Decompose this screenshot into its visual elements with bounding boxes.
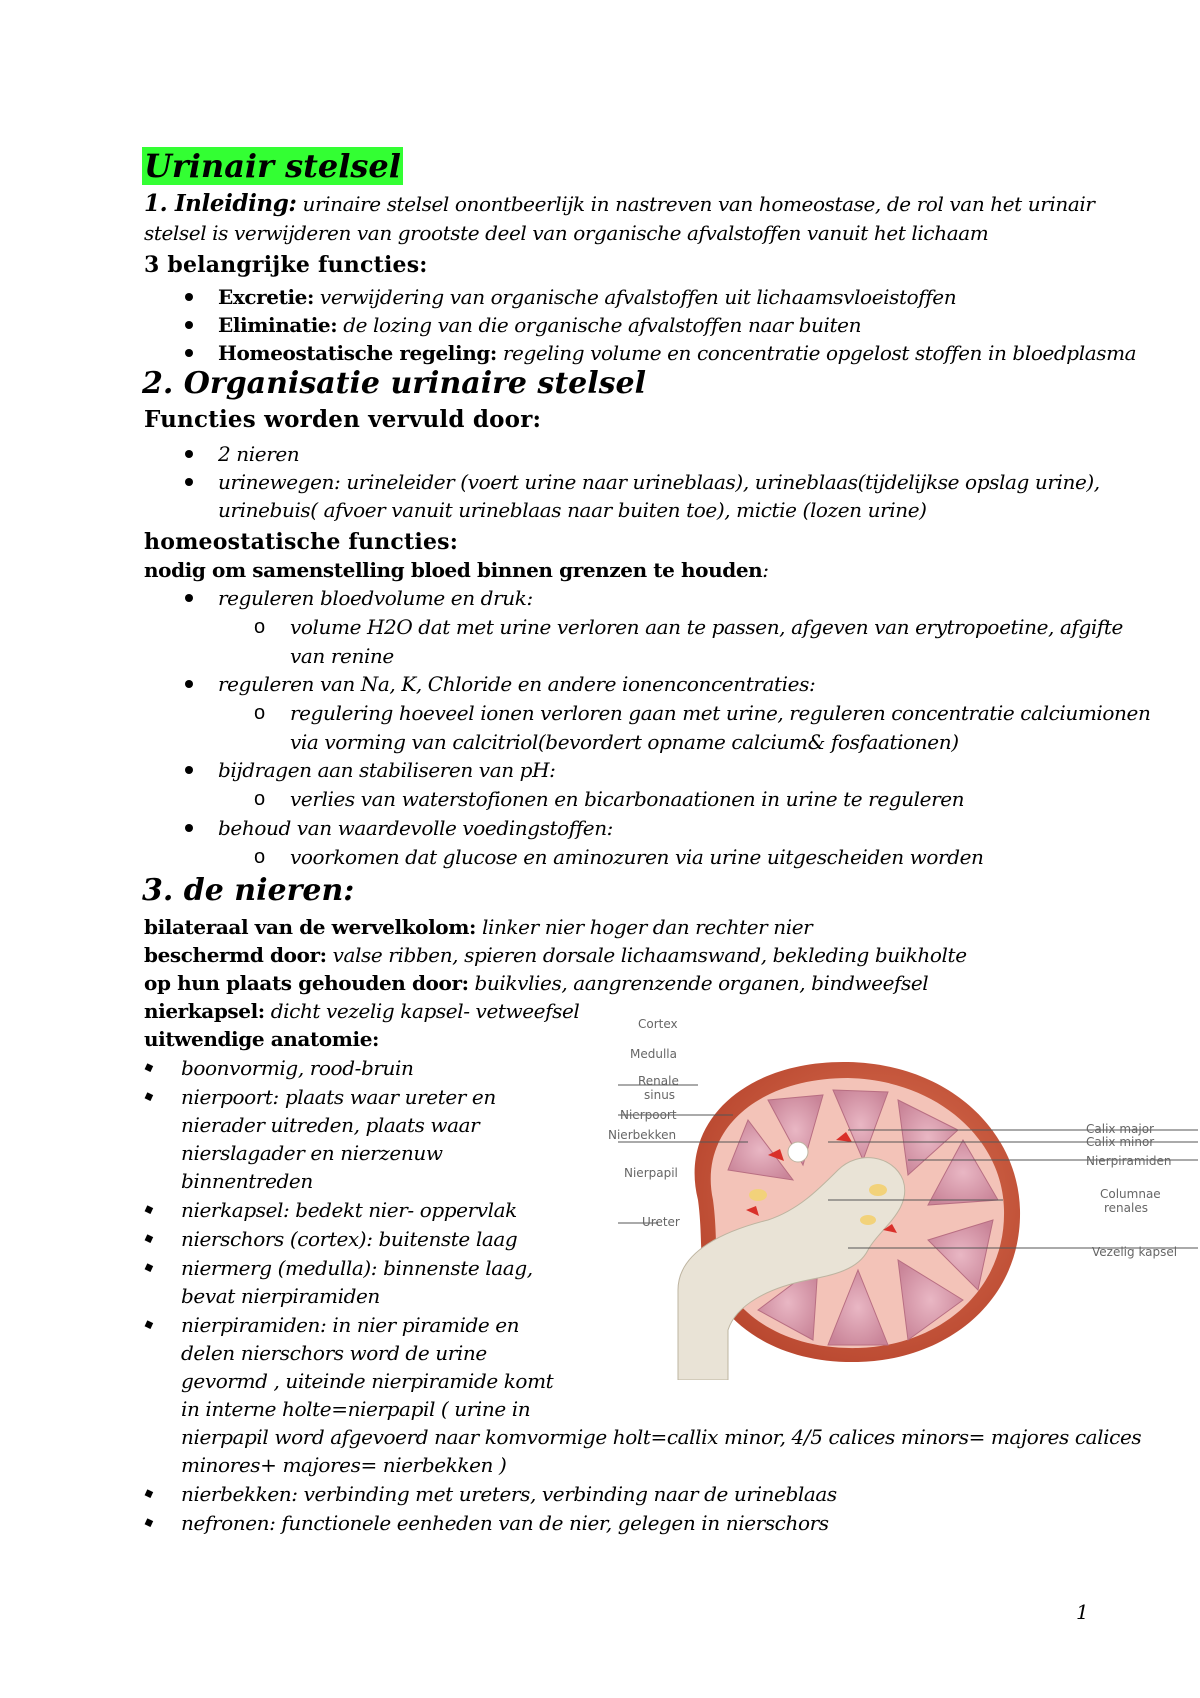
homeostatic-subheading bbox=[144, 556, 769, 584]
figure-label-renale: Renale bbox=[638, 1074, 679, 1088]
kidney-fact-term: beschermd door: bbox=[144, 943, 327, 967]
anatomy-item: ◆ nefronen: functionele eenheden van de nier, gelegen in nierschors bbox=[181, 1509, 829, 1537]
kidney-cross-section-figure bbox=[618, 1060, 1200, 1380]
intro-text-2: stelsel is verwijderen van grootste deel van organische afvalstoffen vanuit het lichaam bbox=[144, 221, 989, 245]
anatomy-item: ◆ nierschors (cortex): buitenste laag bbox=[181, 1225, 517, 1253]
kidney-fact-desc: buikvlies, aangrenzende organen, bindweefsel bbox=[474, 971, 929, 995]
anatomy-item: ◆ nierkapsel: bedekt nier- oppervlak bbox=[181, 1196, 517, 1224]
anatomy-item: ◆ boonvormig, rood-bruin bbox=[181, 1054, 413, 1082]
homeostatic-detail: o volume H2O dat met urine verloren aan te passen, afgeven van erytropoetine, afgifte bbox=[290, 613, 1123, 641]
homeostatic-detail-cont: van renine bbox=[290, 644, 394, 668]
anatomy-item-cont: bevat nierpiramiden bbox=[181, 1284, 380, 1308]
function-desc: verwijdering van organische afvalstoffen uit lichaamsvloeistoffen bbox=[319, 285, 957, 309]
kidney-fact bbox=[144, 913, 812, 941]
homeostatic-item: reguleren van Na, K, Chloride en andere ionenconcentraties: bbox=[218, 672, 816, 696]
section-2-heading: 2. Organisatie urinaire stelsel bbox=[142, 366, 647, 401]
kidney-fact-term: bilateraal van de wervelkolom: bbox=[144, 915, 476, 939]
figure-label-vezelig-kapsel: Vezelig kapsel bbox=[1092, 1245, 1178, 1259]
kidney-fact-desc: valse ribben, spieren dorsale lichaamswand, bekleding buikholte bbox=[332, 943, 967, 967]
function-item bbox=[218, 311, 861, 339]
anatomy-item-cont: nierslagader en nierzenuw bbox=[181, 1141, 443, 1165]
document-title: Urinair stelsel bbox=[144, 147, 401, 185]
figure-label-nierpapil: Nierpapil bbox=[624, 1166, 678, 1180]
function-term: Homeostatische regeling: bbox=[218, 341, 497, 365]
organisation-item: urinewegen: urineleider (voert urine naar urineblaas), urineblaas(tijdelijkse opslag urine), bbox=[218, 470, 1100, 494]
kidney-illustration bbox=[678, 1062, 1020, 1380]
anatomy-item: ◆ nierpoort: plaats waar ureter en bbox=[181, 1083, 496, 1111]
figure-label-cortex: Cortex bbox=[638, 1017, 678, 1031]
figure-label-renales: renales bbox=[1104, 1201, 1148, 1215]
homeostatic-detail-cont: via vorming van calcitriol(bevordert opname calcium& fosfaationen) bbox=[290, 730, 959, 754]
homeostatic-detail: o verlies van waterstofionen en bicarbonaationen in urine te reguleren bbox=[290, 785, 964, 813]
homeostatic-detail: o voorkomen dat glucose en aminozuren via urine uitgescheiden worden bbox=[290, 843, 984, 871]
kidney-fact-desc: linker nier hoger dan rechter nier bbox=[481, 915, 813, 939]
anatomy-item: ◆ nierpiramiden: in nier piramide en bbox=[181, 1311, 519, 1339]
figure-label-medulla: Medulla bbox=[630, 1047, 677, 1061]
figure-label-nierbekken: Nierbekken bbox=[608, 1128, 677, 1142]
function-term: Eliminatie: bbox=[218, 313, 338, 337]
figure-label-sinus: sinus bbox=[644, 1088, 676, 1102]
anatomy-item-cont: nierader uitreden, plaats waar bbox=[181, 1113, 480, 1137]
figure-label-calix-minor: Calix minor bbox=[1086, 1135, 1155, 1149]
homeostatic-item: reguleren bloedvolume en druk: bbox=[218, 586, 533, 610]
kidney-fact-term: nierkapsel: bbox=[144, 999, 265, 1023]
homeostatic-item: bijdragen aan stabiliseren van pH: bbox=[218, 758, 556, 782]
anatomy-item: ◆ nierbekken: verbinding met ureters, verbinding naar de urineblaas bbox=[181, 1480, 837, 1508]
anatomy-item-cont: delen nierschors word de urine bbox=[181, 1341, 487, 1365]
figure-label-nierpoort: Nierpoort bbox=[620, 1108, 677, 1122]
homeostatic-sub-text: nodig om samenstelling bloed binnen grenzen te houden bbox=[144, 558, 763, 582]
organisation-item-cont: urinebuis( afvoer vanuit urineblaas naar buiten toe), mictie (lozen urine) bbox=[218, 498, 927, 522]
figure-label-nierpiramiden: Nierpiramiden bbox=[1086, 1154, 1172, 1168]
function-term: Excretie: bbox=[218, 285, 314, 309]
kidney-fact bbox=[144, 941, 967, 969]
anatomy-item-cont: nierpapil word afgevoerd naar komvormige holt=callix minor, 4/5 calices minors= majores calices bbox=[181, 1425, 1142, 1449]
figure-label-ureter: Ureter bbox=[642, 1215, 680, 1229]
kidney-fact bbox=[144, 997, 579, 1025]
anatomy-item-cont: gevormd , uiteinde nierpiramide komt bbox=[181, 1369, 554, 1393]
section-3-heading: 3. de nieren: bbox=[142, 873, 355, 908]
functions-heading: 3 belangrijke functies: bbox=[144, 252, 428, 278]
intro-line-1 bbox=[144, 190, 1095, 218]
anatomy-item: ◆ niermerg (medulla): binnenste laag, bbox=[181, 1254, 533, 1282]
function-desc: regeling volume en concentratie opgelost stoffen in bloedplasma bbox=[502, 341, 1137, 365]
figure-label-calix-major: Calix major bbox=[1086, 1122, 1154, 1136]
anatomy-item-cont: minores+ majores= nierbekken ) bbox=[181, 1453, 507, 1477]
intro-heading: 1. Inleiding: bbox=[144, 190, 297, 217]
homeostatic-heading: homeostatische functies: bbox=[144, 529, 459, 555]
kidney-fact bbox=[144, 969, 928, 997]
anatomy-item-cont: binnentreden bbox=[181, 1169, 313, 1193]
intro-text-1: urinaire stelsel onontbeerlijk in nastreven van homeostase, de rol van het urinair bbox=[302, 192, 1095, 216]
figure-label-columnae: Columnae bbox=[1100, 1187, 1161, 1201]
page-number: 1 bbox=[1076, 1600, 1089, 1624]
function-item bbox=[218, 283, 956, 311]
homeostatic-sub-colon: : bbox=[762, 558, 769, 582]
homeostatic-detail: o regulering hoeveel ionen verloren gaan met urine, reguleren concentratie calciumionen bbox=[290, 699, 1150, 727]
anatomy-heading: uitwendige anatomie: bbox=[144, 1027, 380, 1051]
kidney-fact-term: op hun plaats gehouden door: bbox=[144, 971, 469, 995]
section-2-subheading: Functies worden vervuld door: bbox=[144, 406, 542, 433]
kidney-fact-desc: dicht vezelig kapsel- vetweefsel bbox=[270, 999, 580, 1023]
function-item bbox=[218, 339, 1136, 367]
homeostatic-item: behoud van waardevolle voedingstoffen: bbox=[218, 816, 614, 840]
function-desc: de lozing van die organische afvalstoffen naar buiten bbox=[343, 313, 862, 337]
anatomy-item-cont: in interne holte=nierpapil ( urine in bbox=[181, 1397, 531, 1421]
organisation-item: 2 nieren bbox=[218, 442, 300, 466]
